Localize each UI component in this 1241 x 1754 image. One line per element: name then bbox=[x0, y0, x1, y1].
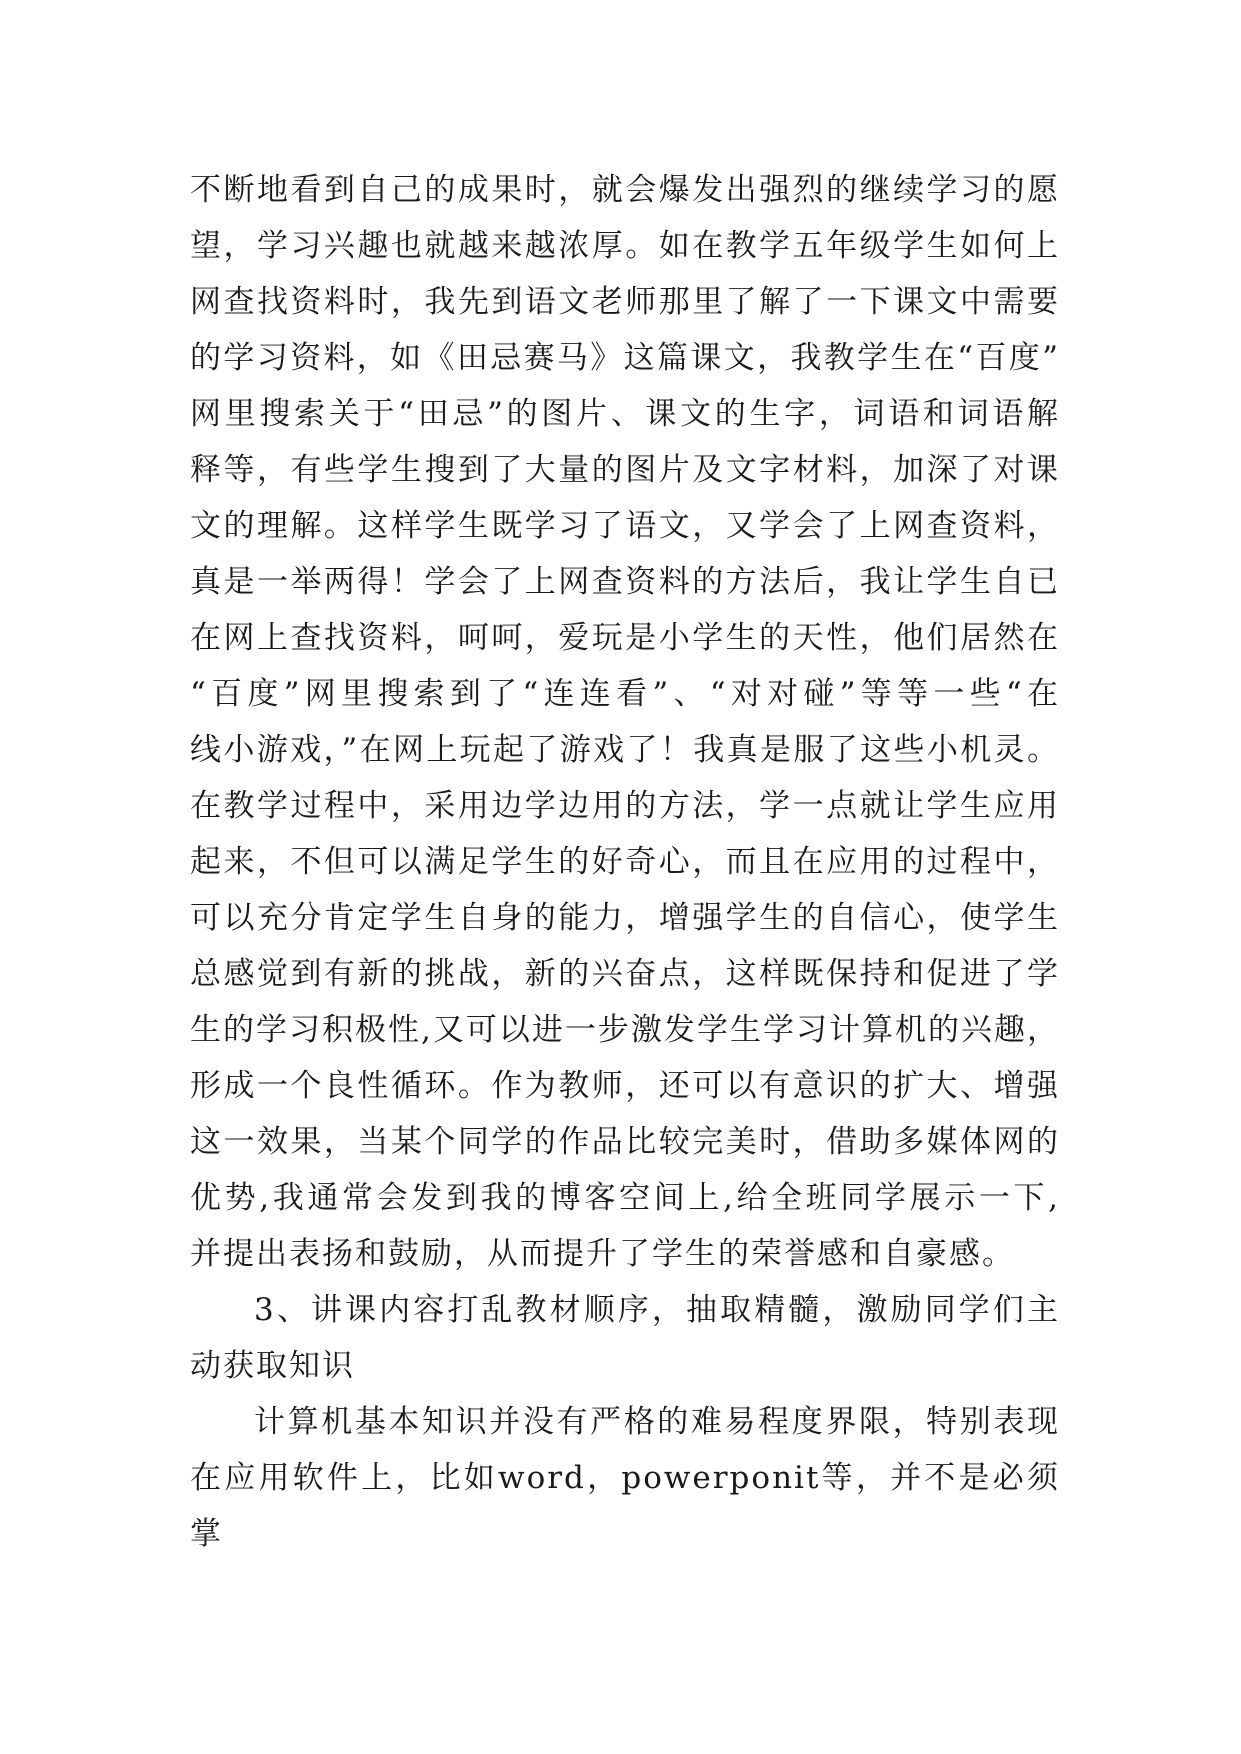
text-line: 的学习资料，如《田忌赛马》这篇课文，我教学生在“百度” bbox=[190, 340, 1060, 376]
text-line: 文的理解。这样学生既学习了语文，又学会了上网查资料， bbox=[190, 508, 1060, 544]
section-heading-line: 动获取知识 bbox=[190, 1348, 355, 1384]
text-line: 释等，有些学生搜到了大量的图片及文字材料，加深了对课 bbox=[190, 452, 1060, 488]
text-line: 线小游戏，”在网上玩起了游戏了！我真是服了这些小机灵。 bbox=[190, 732, 1060, 768]
text-line: 这一效果，当某个同学的作品比较完美时，借助多媒体网的 bbox=[190, 1124, 1060, 1160]
text-line: 总感觉到有新的挑战，新的兴奋点，这样既保持和促进了学 bbox=[190, 956, 1060, 992]
text-line: 不断地看到自己的成果时，就会爆发出强烈的继续学习的愿 bbox=[190, 172, 1060, 208]
text-line: 生的学习积极性,又可以进一步激发学生学习计算机的兴趣， bbox=[190, 1012, 1060, 1048]
text-line: 在应用软件上，比如word，powerponit等，并不是必须掌 bbox=[190, 1460, 1060, 1552]
text-line: 望，学习兴趣也就越来越浓厚。如在教学五年级学生如何上 bbox=[190, 228, 1060, 264]
text-line: 并提出表扬和鼓励，从而提升了学生的荣誉感和自豪感。 bbox=[190, 1236, 1015, 1272]
text-line: 形成一个良性循环。作为教师，还可以有意识的扩大、增强 bbox=[190, 1068, 1060, 1104]
text-line: 在教学过程中，采用边学边用的方法，学一点就让学生应用 bbox=[190, 788, 1060, 824]
text-line: 可以充分肯定学生自身的能力，增强学生的自信心，使学生 bbox=[190, 900, 1060, 936]
text-line: “百度”网里搜索到了“连连看”、“对对碰”等等一些“在 bbox=[190, 676, 1060, 712]
text-line: 优势,我通常会发到我的博客空间上,给全班同学展示一下, bbox=[190, 1180, 1060, 1216]
body-text bbox=[190, 162, 1060, 1552]
text-line: 起来，不但可以满足学生的好奇心，而且在应用的过程中， bbox=[190, 844, 1060, 880]
text-line: 在网上查找资料，呵呵，爱玩是小学生的天性，他们居然在 bbox=[190, 620, 1060, 656]
section-heading-line: 3、讲课内容打乱教材顺序，抽取精髓，激励同学们主 bbox=[254, 1292, 1060, 1328]
text-line: 计算机基本知识并没有严格的难易程度界限，特别表现 bbox=[254, 1404, 1060, 1440]
text-line: 网里搜索关于“田忌”的图片、课文的生字，词语和词语解 bbox=[190, 396, 1060, 432]
text-line: 网查找资料时，我先到语文老师那里了解了一下课文中需要 bbox=[190, 284, 1060, 320]
text-line: 真是一举两得！学会了上网查资料的方法后，我让学生自已 bbox=[190, 564, 1060, 600]
